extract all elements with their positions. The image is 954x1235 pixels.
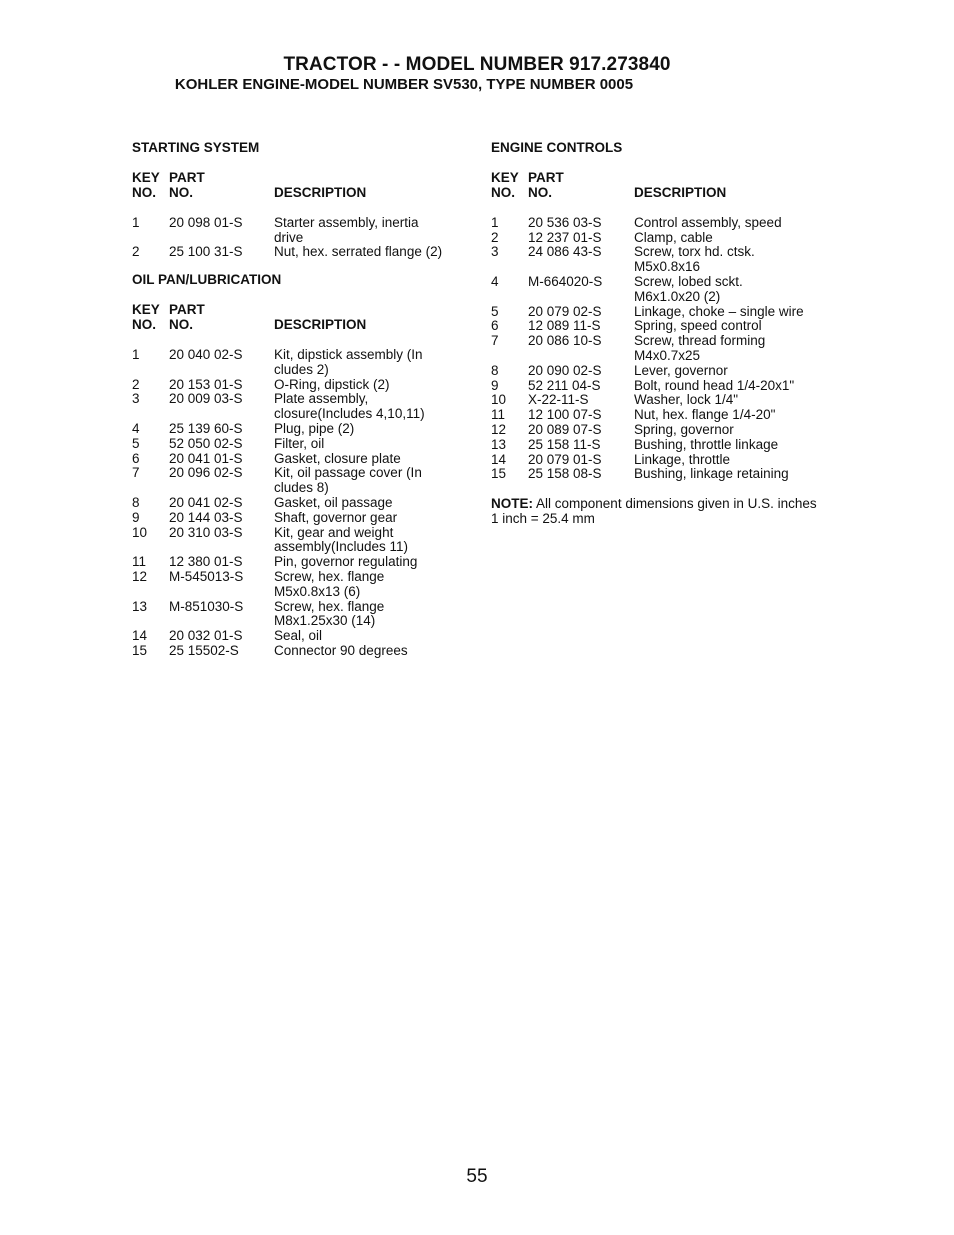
part-description: Nut, hex. flange 1/4-20" bbox=[634, 407, 776, 423]
part-number: 20 310 03-S bbox=[169, 524, 243, 540]
part-number: 20 040 02-S bbox=[169, 346, 243, 362]
part-number: M-851030-S bbox=[169, 598, 244, 614]
part-description: Seal, oil bbox=[274, 628, 323, 644]
part-number: 20 079 02-S bbox=[528, 303, 602, 319]
key-number: 14 bbox=[132, 628, 148, 644]
key-number: 4 bbox=[491, 273, 499, 289]
part-number: 20 090 02-S bbox=[528, 362, 602, 378]
parts-row bbox=[491, 216, 836, 231]
key-number: 1 bbox=[491, 214, 499, 230]
part-number: 20 153 01-S bbox=[169, 376, 243, 392]
parts-row bbox=[132, 511, 472, 526]
right-column bbox=[491, 141, 836, 527]
column-headers bbox=[491, 171, 836, 201]
part-header: PART bbox=[169, 169, 205, 185]
part-description: O-Ring, dipstick (2) bbox=[274, 376, 390, 392]
parts-row bbox=[132, 245, 472, 260]
part-number: 20 098 01-S bbox=[169, 214, 243, 230]
part-description: Bushing, linkage retaining bbox=[634, 466, 789, 482]
part-number: 52 211 04-S bbox=[528, 377, 601, 393]
key-number: 15 bbox=[491, 466, 507, 482]
part-description: Clamp, cable bbox=[634, 229, 713, 245]
key-number: 4 bbox=[132, 420, 140, 436]
key-header: KEY bbox=[491, 169, 519, 185]
part-description: Connector 90 degrees bbox=[274, 642, 408, 658]
key-number: 14 bbox=[491, 451, 507, 467]
part-no-header: NO. bbox=[528, 184, 553, 200]
key-number: 7 bbox=[132, 465, 140, 481]
parts-row bbox=[132, 496, 472, 511]
key-number: 10 bbox=[132, 524, 148, 540]
parts-row bbox=[491, 467, 836, 482]
parts-row bbox=[132, 570, 472, 600]
parts-row bbox=[132, 437, 472, 452]
part-description: Kit, gear and weight assembly(Includes 11) bbox=[274, 524, 409, 555]
description-header: DESCRIPTION bbox=[634, 184, 727, 200]
dimension-note bbox=[491, 497, 821, 527]
parts-row bbox=[491, 423, 836, 438]
parts-row bbox=[132, 629, 472, 644]
parts-row bbox=[491, 393, 836, 408]
column-headers bbox=[132, 171, 472, 201]
part-number: 20 041 01-S bbox=[169, 450, 243, 466]
part-description: Screw, lobed sckt. M6x1.0x20 (2) bbox=[634, 273, 743, 304]
part-description: Screw, torx hd. ctsk. M5x0.8x16 bbox=[634, 244, 755, 275]
description-header: DESCRIPTION bbox=[274, 316, 367, 332]
part-description: Filter, oil bbox=[274, 435, 325, 451]
part-number: 20 032 01-S bbox=[169, 628, 243, 644]
key-number: 1 bbox=[132, 346, 140, 362]
part-description: Kit, oil passage cover (In cludes 8) bbox=[274, 465, 422, 496]
parts-row bbox=[132, 644, 472, 659]
part-description: Gasket, oil passage bbox=[274, 494, 393, 510]
part-description: Control assembly, speed bbox=[634, 214, 782, 230]
key-number: 11 bbox=[132, 554, 147, 570]
key-number: 7 bbox=[491, 333, 499, 349]
parts-row bbox=[132, 555, 472, 570]
key-number: 11 bbox=[491, 407, 506, 423]
part-number: 20 086 10-S bbox=[528, 333, 602, 349]
parts-row bbox=[132, 452, 472, 467]
parts-row bbox=[491, 364, 836, 379]
part-description: Kit, dipstick assembly (In cludes 2) bbox=[274, 346, 423, 377]
part-number: 20 041 02-S bbox=[169, 494, 243, 510]
part-header: PART bbox=[528, 169, 564, 185]
key-number: 5 bbox=[491, 303, 499, 319]
parts-list-starting-system bbox=[132, 216, 472, 260]
parts-row bbox=[491, 245, 836, 275]
section-title-starting-system: STARTING SYSTEM bbox=[132, 140, 260, 155]
key-number: 9 bbox=[491, 377, 499, 393]
parts-list-engine-controls bbox=[491, 216, 836, 482]
part-number: 25 15502-S bbox=[169, 642, 239, 658]
key-number: 9 bbox=[132, 509, 140, 525]
part-description: Screw, hex. flange M5x0.8x13 (6) bbox=[274, 568, 385, 599]
part-description: Bolt, round head 1/4-20x1" bbox=[634, 377, 795, 393]
left-column bbox=[132, 141, 472, 659]
part-header: PART bbox=[169, 301, 205, 317]
description-header: DESCRIPTION bbox=[274, 184, 367, 200]
parts-row bbox=[491, 305, 836, 320]
part-no-header: NO. bbox=[169, 316, 194, 332]
parts-row bbox=[132, 600, 472, 630]
key-number: 15 bbox=[132, 642, 148, 658]
parts-row bbox=[491, 319, 836, 334]
part-number: 20 089 07-S bbox=[528, 421, 602, 437]
part-description: Gasket, closure plate bbox=[274, 450, 401, 466]
parts-list-oil-pan bbox=[132, 348, 472, 659]
key-number: 3 bbox=[491, 244, 499, 260]
part-number: 25 100 31-S bbox=[169, 244, 243, 260]
key-number: 13 bbox=[132, 598, 148, 614]
parts-row bbox=[132, 378, 472, 393]
parts-row bbox=[491, 453, 836, 468]
key-number: 8 bbox=[491, 362, 499, 378]
key-number: 12 bbox=[132, 568, 148, 584]
part-description: Screw, thread forming M4x0.7x25 bbox=[634, 333, 766, 363]
part-number: 25 158 08-S bbox=[528, 466, 602, 482]
part-description: Nut, hex. serrated flange (2) bbox=[274, 244, 443, 260]
part-description: Linkage, choke – single wire bbox=[634, 303, 804, 319]
key-no-header: NO. bbox=[132, 316, 157, 332]
parts-row bbox=[132, 392, 472, 422]
key-header: KEY bbox=[132, 169, 160, 185]
key-header: KEY bbox=[132, 301, 160, 317]
key-number: 2 bbox=[132, 376, 140, 392]
part-number: 20 079 01-S bbox=[528, 451, 602, 467]
note-label: NOTE: bbox=[491, 496, 533, 512]
part-description: Spring, speed control bbox=[634, 318, 762, 334]
part-description: Linkage, throttle bbox=[634, 451, 731, 467]
part-number: 52 050 02-S bbox=[169, 435, 243, 451]
note-text: All component dimensions given in U.S. inches 1 inch = 25.4 mm bbox=[491, 496, 817, 526]
part-number: 12 089 11-S bbox=[528, 318, 601, 334]
key-number: 6 bbox=[132, 450, 140, 466]
key-number: 2 bbox=[491, 229, 499, 245]
section-title-oil-pan: OIL PAN/LUBRICATION bbox=[132, 272, 282, 288]
key-no-header: NO. bbox=[491, 184, 516, 200]
part-number: X-22-11-S bbox=[528, 392, 589, 408]
parts-row bbox=[132, 526, 472, 556]
key-number: 3 bbox=[132, 391, 140, 407]
part-number: M-664020-S bbox=[528, 273, 603, 289]
part-number: 25 158 11-S bbox=[528, 436, 601, 452]
part-number: 20 009 03-S bbox=[169, 391, 243, 407]
parts-row bbox=[132, 422, 472, 437]
parts-row bbox=[132, 466, 472, 496]
section-title-engine-controls: ENGINE CONTROLS bbox=[491, 140, 623, 155]
key-number: 8 bbox=[132, 494, 140, 510]
part-description: Bushing, throttle linkage bbox=[634, 436, 779, 452]
part-number: 12 237 01-S bbox=[528, 229, 602, 245]
parts-row bbox=[491, 379, 836, 394]
key-number: 10 bbox=[491, 392, 507, 408]
key-number: 2 bbox=[132, 244, 140, 260]
parts-row bbox=[132, 216, 472, 246]
part-number: 20 096 02-S bbox=[169, 465, 243, 481]
part-number: 12 380 01-S bbox=[169, 554, 243, 570]
part-description: Shaft, governor gear bbox=[274, 509, 398, 525]
part-number: 25 139 60-S bbox=[169, 420, 243, 436]
part-description: Lever, governor bbox=[634, 362, 728, 378]
part-number: 12 100 07-S bbox=[528, 407, 602, 423]
part-no-header: NO. bbox=[169, 184, 194, 200]
parts-row bbox=[491, 231, 836, 246]
key-number: 13 bbox=[491, 436, 507, 452]
part-description: Screw, hex. flange M8x1.25x30 (14) bbox=[274, 598, 385, 629]
part-number: 24 086 43-S bbox=[528, 244, 602, 260]
parts-row bbox=[491, 334, 836, 364]
part-number: 20 144 03-S bbox=[169, 509, 243, 525]
part-number: 20 536 03-S bbox=[528, 214, 602, 230]
page-number: 55 bbox=[466, 1166, 488, 1187]
key-number: 6 bbox=[491, 318, 499, 334]
parts-row bbox=[491, 438, 836, 453]
page-title: TRACTOR - - MODEL NUMBER 917.273840 bbox=[283, 54, 671, 75]
key-no-header: NO. bbox=[132, 184, 157, 200]
part-description: Starter assembly, inertia drive bbox=[274, 214, 419, 245]
key-number: 12 bbox=[491, 421, 507, 437]
part-description: Spring, governor bbox=[634, 421, 734, 437]
parts-row bbox=[491, 408, 836, 423]
part-description: Pin, governor regulating bbox=[274, 554, 418, 570]
part-description: Washer, lock 1/4" bbox=[634, 392, 739, 408]
parts-row bbox=[132, 348, 472, 378]
part-number: M-545013-S bbox=[169, 568, 244, 584]
column-headers bbox=[132, 303, 472, 333]
part-description: Plug, pipe (2) bbox=[274, 420, 355, 436]
key-number: 1 bbox=[132, 214, 140, 230]
part-description: Plate assembly, closure(Includes 4,10,11) bbox=[274, 391, 425, 422]
parts-row bbox=[491, 275, 836, 305]
page-subtitle: KOHLER ENGINE-MODEL NUMBER SV530, TYPE NUMBER 0005 bbox=[174, 76, 634, 93]
key-number: 5 bbox=[132, 435, 140, 451]
